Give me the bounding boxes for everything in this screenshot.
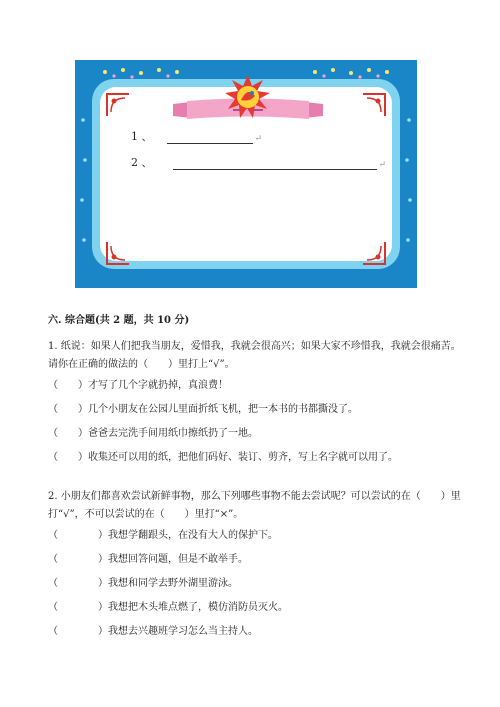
answer-blank-1 bbox=[167, 142, 253, 144]
answer-line-1 bbox=[131, 128, 262, 144]
answer-blank-2 bbox=[173, 168, 377, 170]
corner-ornament-icon bbox=[105, 240, 131, 266]
return-mark: ↵ bbox=[254, 134, 263, 144]
question-2-option: （ ）我想去兴趣班学习怎么当主持人。 bbox=[48, 626, 258, 637]
section-title: 六. 综合题(共 2 题，共 10 分) bbox=[48, 315, 190, 326]
question-2-option: （ ）我想回答问题，但是不敢举手。 bbox=[48, 554, 248, 565]
certificate-image bbox=[75, 60, 417, 288]
question-2-option: （ ）我想和同学去野外湖里游泳。 bbox=[48, 578, 238, 589]
question-1-option: （ ）爸爸去完洗手间用纸巾擦纸扔了一地。 bbox=[48, 428, 258, 439]
answer-line-2 bbox=[131, 154, 386, 170]
medal-emblem-icon bbox=[225, 74, 271, 120]
question-1-option: （ ）收集还可以用的纸，把他们码好、装订、剪齐，写上名字就可以用了。 bbox=[48, 452, 398, 463]
question-2-stem: 2. 小朋友们都喜欢尝试新鲜事物，那么下列哪些事物不能去尝试呢？可以尝试的在（ ）里打“√”，不可以尝试的在（ ）里打“×”。 bbox=[48, 491, 461, 520]
return-mark: ↵ bbox=[378, 160, 387, 170]
question-2-option: （ ）我想学翻跟头，在没有大人的保护下。 bbox=[48, 530, 278, 541]
answer-line-2-label: 2 、 bbox=[131, 156, 153, 169]
question-2-option: （ ）我想把木头堆点燃了，模仿消防员灭火。 bbox=[48, 602, 288, 613]
answer-line-1-label: 1 、 bbox=[131, 130, 153, 143]
corner-ornament-icon bbox=[361, 240, 387, 266]
question-1-option: （ ）才写了几个字就扔掉，真浪费！ bbox=[48, 380, 228, 391]
question-1-stem: 1. 纸说：如果人们把我当朋友，爱惜我，我就会很高兴；如果大家不珍惜我，我就会很痛苦。请你在正确的做法的（ ）里打上“√”。 bbox=[48, 341, 461, 370]
corner-ornament-icon bbox=[105, 92, 131, 118]
corner-ornament-icon bbox=[361, 92, 387, 118]
question-1-option: （ ）几个小朋友在公园儿里面折纸飞机，把一本书的书都撕没了。 bbox=[48, 404, 358, 415]
